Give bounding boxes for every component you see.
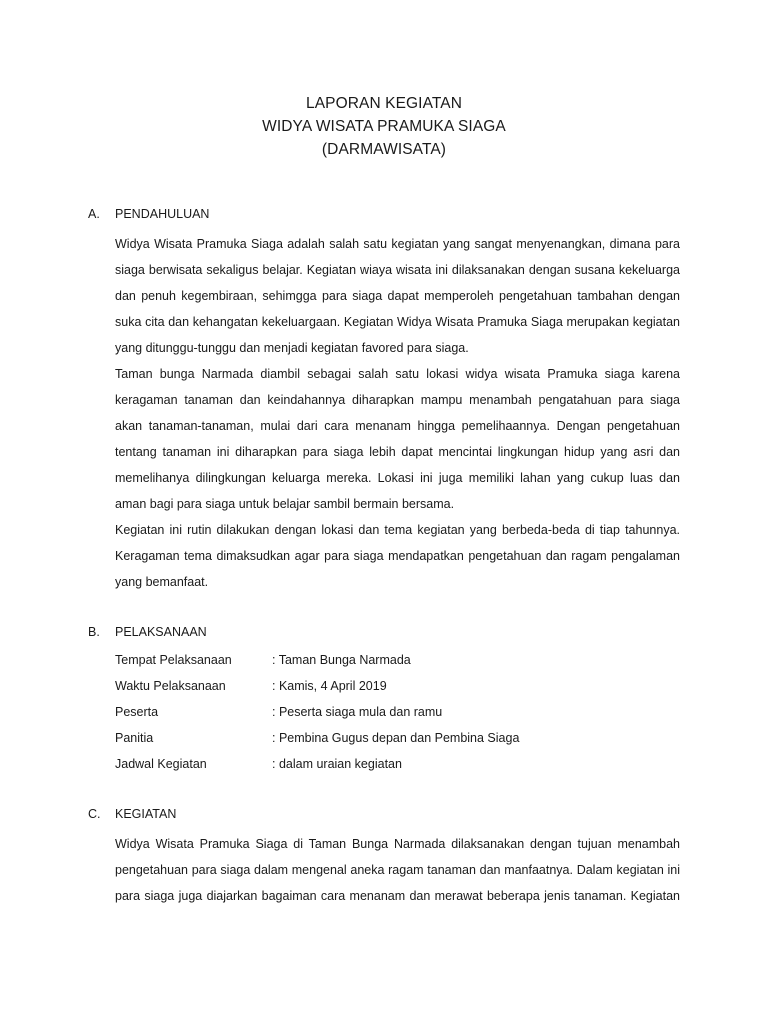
detail-key: Peserta <box>115 705 159 719</box>
text-line: Taman bunga Narmada diambil sebagai salah satu lokasi widya wisata Pramuka siaga karena <box>115 367 680 381</box>
text-line: Widya Wisata Pramuka Siaga adalah salah satu kegiatan yang sangat menyenangkan, dimana para <box>115 237 680 251</box>
section-heading <box>88 206 688 222</box>
text-line: Keragaman tema dimaksudkan agar para siaga mendapatkan pengetahuan dan ragam pengalaman <box>115 549 680 563</box>
section-letter: A. <box>88 207 100 221</box>
details-list <box>115 647 688 777</box>
section-pelaksanaan <box>88 624 688 777</box>
paragraph <box>115 361 680 517</box>
section-letter: C. <box>88 807 101 821</box>
section-kegiatan <box>88 806 688 909</box>
text-line: akan tanaman-tanaman, mulai dari cara menanam hingga pemelihaannya. Dengan pengetahuan <box>115 419 680 433</box>
section-heading <box>88 806 688 822</box>
section-title: KEGIATAN <box>115 807 177 821</box>
section-title: PENDAHULUAN <box>115 207 210 221</box>
text-line: siaga berwisata sekaligus belajar. Kegiatan wiaya wisata ini dilaksanakan dengan susana kekeluarga <box>115 263 680 277</box>
detail-key: Tempat Pelaksanaan <box>115 653 232 667</box>
text-line: pengetahuan para siaga dalam mengenal aneka ragam tanaman dan manfaatnya. Dalam kegiatan ini <box>115 863 680 877</box>
title-line-1: LAPORAN KEGIATAN <box>305 95 463 112</box>
text-line: yang bemanfaat. <box>115 575 209 589</box>
detail-value: : Pembina Gugus depan dan Pembina Siaga <box>272 731 520 745</box>
detail-row <box>115 751 688 777</box>
detail-key: Panitia <box>115 731 154 745</box>
text-line: suka cita dan kehangatan kekeluargaan. Kegiatan Widya Wisata Pramuka Siaga merupakan kegiatan <box>115 315 680 329</box>
paragraph <box>115 517 680 595</box>
text-line: Widya Wisata Pramuka Siaga di Taman Bunga Narmada dilaksanakan dengan tujuan menambah <box>115 837 680 851</box>
text-line: yang ditunggu-tunggu dan menjadi kegiatan favored para siaga. <box>115 341 469 355</box>
detail-row <box>115 673 688 699</box>
detail-row <box>115 647 688 673</box>
text-line: dan penuh kegembiraan, sehimgga para siaga dapat memperoleh pengetahuan tambahan dengan <box>115 289 680 303</box>
detail-key: Jadwal Kegiatan <box>115 757 207 771</box>
text-line: para siaga juga diajarkan bagaiman cara menanam dan merawat beberapa jenis tanaman. Kegiatan <box>115 889 680 903</box>
section-letter: B. <box>88 625 100 639</box>
title-line-2: WIDYA WISATA PRAMUKA SIAGA <box>262 118 506 135</box>
section-pendahuluan <box>88 206 688 595</box>
section-heading <box>88 624 688 640</box>
detail-value: : Kamis, 4 April 2019 <box>272 679 387 693</box>
detail-key: Waktu Pelaksanaan <box>115 679 226 693</box>
detail-row <box>115 725 688 751</box>
report-title <box>0 92 768 161</box>
detail-value: : dalam uraian kegiatan <box>272 757 402 771</box>
detail-value: : Taman Bunga Narmada <box>272 653 411 667</box>
text-line: aman bagi para siaga untuk belajar sambil bermain bersama. <box>115 497 455 511</box>
paragraph <box>115 831 680 909</box>
text-line: keragaman tanaman dan keindahannya diharapkan mampu menambah pengatahuan para siaga <box>115 393 680 407</box>
text-line: tentang tanaman ini diharapkan para siaga lebih dapat mencintai lingkungan hidup yang asri dan <box>115 445 680 459</box>
detail-row <box>115 699 688 725</box>
detail-value: : Peserta siaga mula dan ramu <box>272 705 443 719</box>
title-line-3: (DARMAWISATA) <box>321 141 447 158</box>
paragraph <box>115 231 680 361</box>
section-title: PELAKSANAAN <box>115 625 207 639</box>
text-line: Kegiatan ini rutin dilakukan dengan lokasi dan tema kegiatan yang berbeda-beda di tiap tahunnya. <box>115 523 680 537</box>
text-line: memelihanya dilingkungan keluarga mereka. Lokasi ini juga memiliki lahan yang cukup luas dan <box>115 471 680 485</box>
